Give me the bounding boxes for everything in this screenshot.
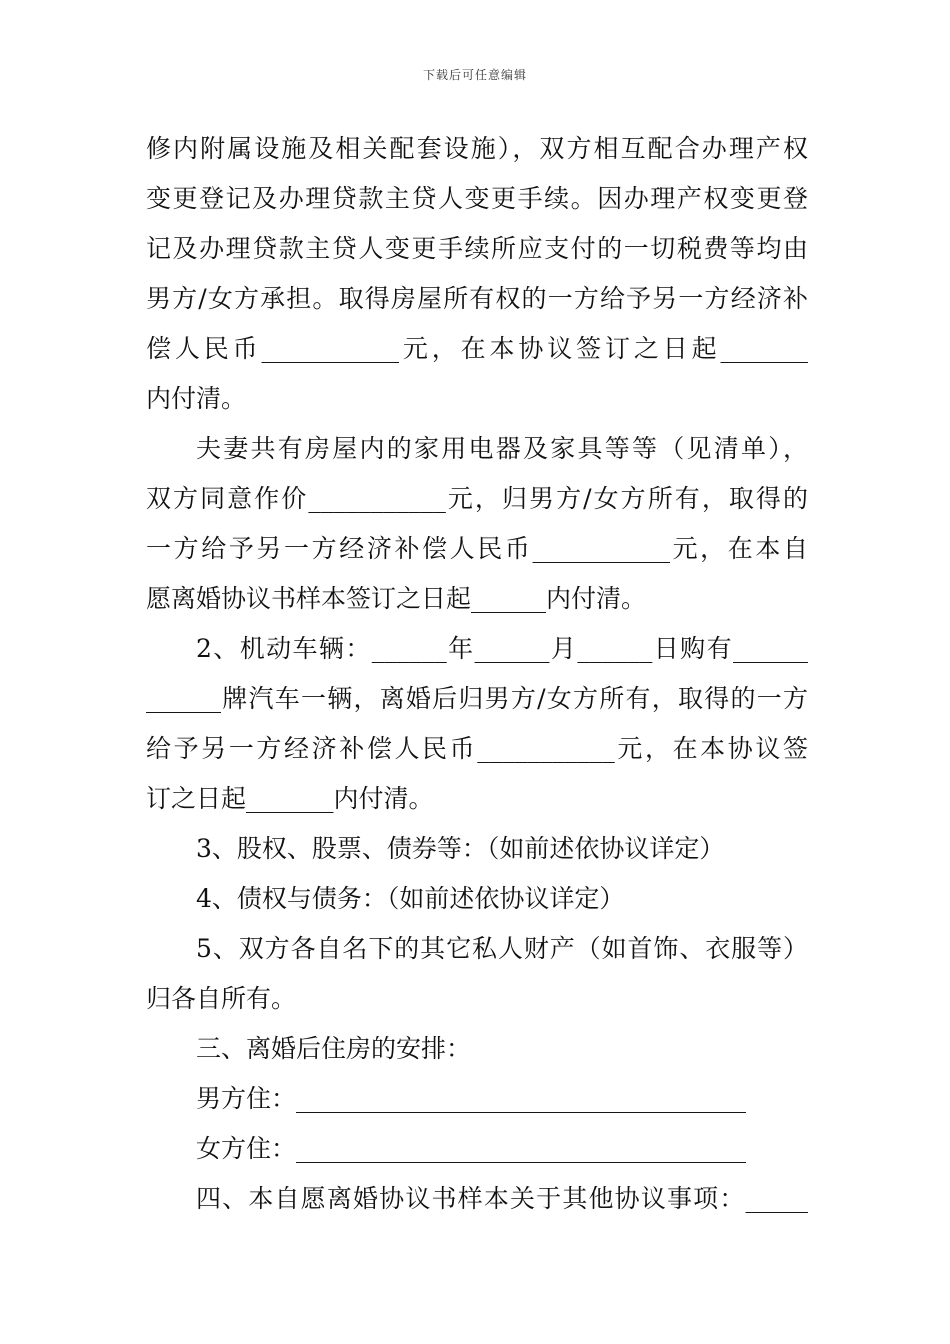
paragraph-line: 四、本自愿离婚协议书样本关于其他协议事项：_____	[196, 1184, 808, 1213]
paragraph-line: 修内附属设施及相关配套设施），双方相互配合办理产权	[146, 134, 808, 163]
paragraph-line: 5、双方各自名下的其它私人财产（如首饰、衣服等）	[196, 934, 808, 963]
page-header: 下载后可任意编辑	[422, 68, 527, 82]
paragraph-line: 夫妻共有房屋内的家用电器及家具等等（见清单），	[196, 434, 808, 463]
paragraph-line: 双方同意作价___________元，归男方/女方所有，取得的	[146, 484, 808, 513]
paragraph-line: 给予另一方经济补偿人民币___________元，在本协议签	[146, 734, 808, 763]
paragraph-line: 3、股权、股票、债券等：（如前述依协议详定）	[196, 834, 725, 863]
paragraph-line: 男方/女方承担。取得房屋所有权的一方给予另一方经济补	[146, 284, 808, 313]
paragraph-line: 记及办理贷款主贷人变更手续所应支付的一切税费等均由	[146, 234, 808, 263]
document-body	[146, 124, 808, 1224]
paragraph-line: 变更登记及办理贷款主贷人变更手续。因办理产权变更登	[146, 184, 808, 213]
paragraph-line: 订之日起_______内付清。	[146, 784, 434, 813]
paragraph-line: 一方给予另一方经济补偿人民币___________元，在本自	[146, 534, 808, 563]
section-heading: 三、离婚后住房的安排：	[196, 1034, 472, 1063]
paragraph-line: 偿人民币___________元，在本协议签订之日起_______	[146, 334, 808, 363]
paragraph-line: 内付清。	[146, 384, 247, 413]
paragraph-line: 女方住：____________________________________	[196, 1134, 747, 1163]
paragraph-line: 归各自所有。	[146, 984, 297, 1013]
paragraph-line: ______牌汽车一辆，离婚后归男方/女方所有，取得的一方	[146, 684, 808, 713]
paragraph-line: 男方住：____________________________________	[196, 1084, 747, 1113]
paragraph-line: 愿离婚协议书样本签订之日起______内付清。	[146, 584, 647, 613]
paragraph-line: 4、债权与债务：（如前述依协议详定）	[196, 884, 625, 913]
paragraph-line: 2、机动车辆：______年______月______日购有______	[196, 634, 808, 663]
